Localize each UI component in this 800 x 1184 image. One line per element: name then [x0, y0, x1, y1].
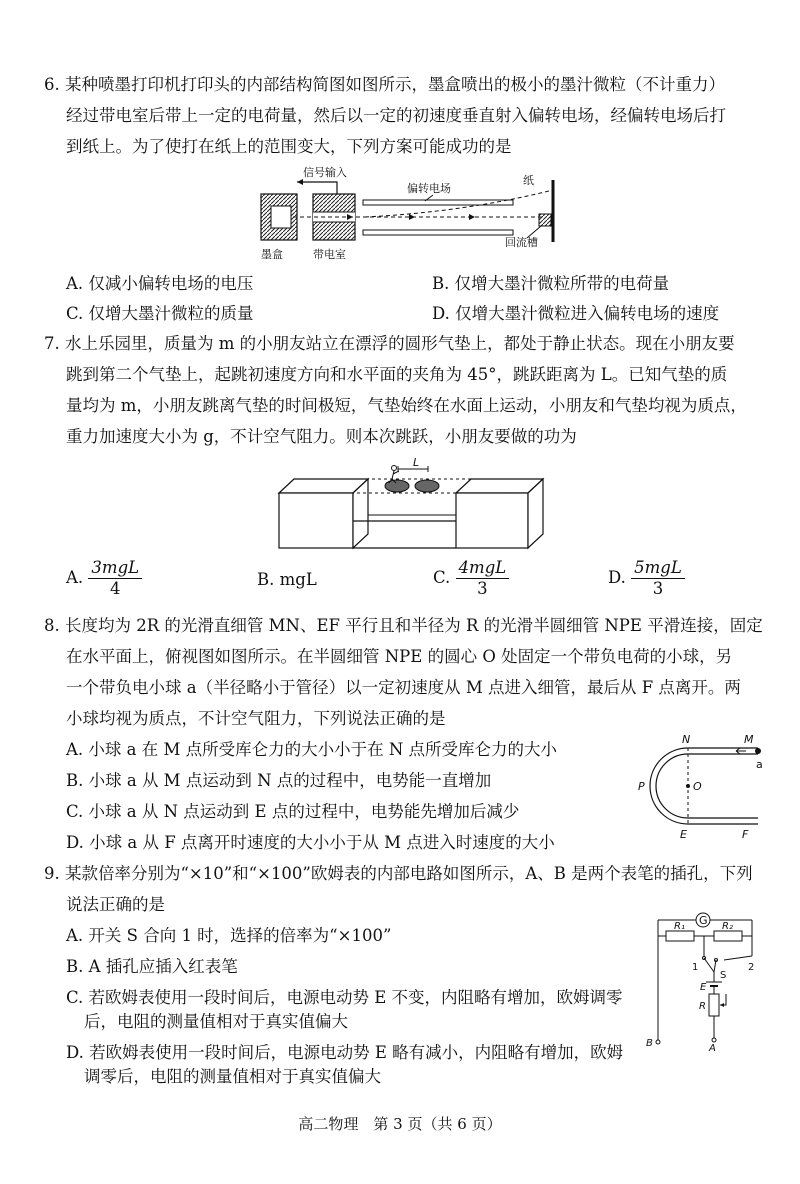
ball-a-label: a	[756, 758, 763, 771]
variable-resistor-label: R	[699, 1001, 706, 1012]
q8-line-4: 小球均视为质点，不计空气阻力，下列说法正确的是	[66, 709, 446, 728]
signal-input-label: 信号输入	[303, 166, 347, 179]
q8-option-d: D. 小球 a 从 F 点离开时速度的大小小于从 M 点进入时速度的大小	[66, 833, 555, 852]
q9-option-d-2: 调零后，电阻的测量值相对于真实值偏大	[84, 1067, 381, 1086]
q9-option-b: B. A 插孔应插入红表笔	[66, 957, 238, 976]
q6-option-b: B. 仅增大墨汁微粒所带的电荷量	[432, 274, 670, 293]
point-F: F	[742, 828, 749, 841]
q7-option-b: B. mgL	[257, 570, 317, 589]
resistor-R1-label: R₁	[674, 921, 685, 932]
terminal-A-label: A	[709, 1043, 716, 1054]
q8-option-a: A. 小球 a 在 M 点所受库仑力的大小小于在 N 点所受库仑力的大小	[66, 740, 558, 759]
tube-figure	[632, 732, 767, 842]
point-E: E	[680, 828, 687, 841]
q9-line-1: 9. 某款倍率分别为“×10”和“×100”欧姆表的内部电路如图所示，A、B 是两个表笔的插孔，下列	[44, 864, 753, 883]
q8-option-c: C. 小球 a 从 N 点运动到 E 点的过程中，电势能先增加后减少	[66, 802, 520, 821]
q7-line-4: 重力加速度大小为 g，不计空气阻力。则本次跳跃，小朋友要做的功为	[66, 427, 577, 446]
q9-option-c-1: C. 若欧姆表使用一段时间后，电源电动势 E 不变，内阻略有增加，欧姆调零	[66, 988, 623, 1007]
paper-label: 纸	[523, 174, 534, 187]
q6-line-3: 到纸上。为了使打在纸上的范围变大，下列方案可能成功的是	[66, 137, 512, 156]
galvanometer-label: G	[699, 914, 708, 927]
q9-option-c-2: 后，电阻的测量值相对于真实值偏大	[84, 1012, 348, 1031]
water-park-figure	[276, 455, 546, 550]
ink-box-label: 墨盒	[261, 248, 283, 261]
q8-line-1: 8. 长度均为 2R 的光滑直细管 MN、EF 平行且和半径为 R 的光滑半圆细管 NPE 平滑连接，固定	[44, 616, 763, 635]
q7-option-a: A. $\frac{\text{3mgL}}{4}$	[66, 558, 142, 599]
q6-line-1: 6. 某种喷墨打印机打印头的内部结构简图如图所示，墨盒喷出的极小的墨汁微粒（不计重力）	[44, 75, 725, 94]
switch-S-label: S	[720, 970, 727, 981]
q7-line-1: 7. 水上乐园里，质量为 m 的小朋友站立在漂浮的圆形气垫上，都处于静止状态。现在小朋友要	[44, 334, 735, 353]
distance-label: L	[413, 456, 420, 469]
q7-line-3: 量均为 m，小朋友跳离气垫的时间极短，气垫始终在水面上运动，小朋友和气垫均视为质点，	[66, 396, 747, 415]
contact-2-label: 2	[748, 962, 755, 973]
deflect-field-label: 偏转电场	[407, 182, 451, 195]
terminal-B-label: B	[646, 1038, 653, 1049]
ohmmeter-circuit-figure	[644, 910, 764, 1054]
q7-line-2: 跳到第二个气垫上，起跳初速度方向和水平面的夹角为 45°，跳跃距离为 L。已知气垫的质	[66, 365, 728, 384]
gutter	[539, 214, 551, 226]
point-M: M	[744, 733, 754, 746]
inkjet-figure	[255, 160, 575, 265]
gutter-label: 回流槽	[505, 236, 538, 249]
point-N: N	[682, 733, 691, 746]
resistor-R2-label: R₂	[722, 921, 733, 932]
point-O: O	[693, 780, 702, 793]
q9-option-d-1: D. 若欧姆表使用一段时间后，电源电动势 E 略有减小，内阻略有增加，欧姆	[66, 1043, 624, 1062]
contact-1-label: 1	[692, 962, 699, 973]
q7-option-d: D. $\frac{\text{5mgL}}{3}$	[608, 558, 685, 599]
q6-option-d: D. 仅增大墨汁微粒进入偏转电场的速度	[432, 304, 720, 323]
q6-option-c: C. 仅增大墨汁微粒的质量	[66, 304, 254, 323]
point-P: P	[638, 780, 645, 793]
q6-option-a: A. 仅减小偏转电场的电压	[66, 274, 254, 293]
q7-option-c: C. $\frac{\text{4mgL}}{3}$	[433, 558, 509, 599]
charge-room-label: 带电室	[313, 248, 346, 261]
q8-line-3: 一个带负电小球 a（半径略小于管径）以一定初速度从 M 点进入细管，最后从 F 点离开。两	[66, 678, 741, 697]
emf-E-label: E	[700, 982, 707, 993]
page-footer: 高二物理 第 3 页（共 6 页）	[298, 1115, 502, 1133]
q9-line-2: 说法正确的是	[66, 895, 165, 914]
q8-option-b: B. 小球 a 从 M 点运动到 N 点的过程中，电势能一直增加	[66, 771, 492, 790]
q6-line-2: 经过带电室后带上一定的电荷量，然后以一定的初速度垂直射入偏转电场，经偏转电场后打	[66, 106, 726, 125]
q9-option-a: A. 开关 S 合向 1 时，选择的倍率为“×100”	[66, 926, 392, 945]
q8-line-2: 在水平面上，俯视图如图所示。在半圆细管 NPE 的圆心 O 处固定一个带负电荷的小球，另	[66, 647, 733, 666]
